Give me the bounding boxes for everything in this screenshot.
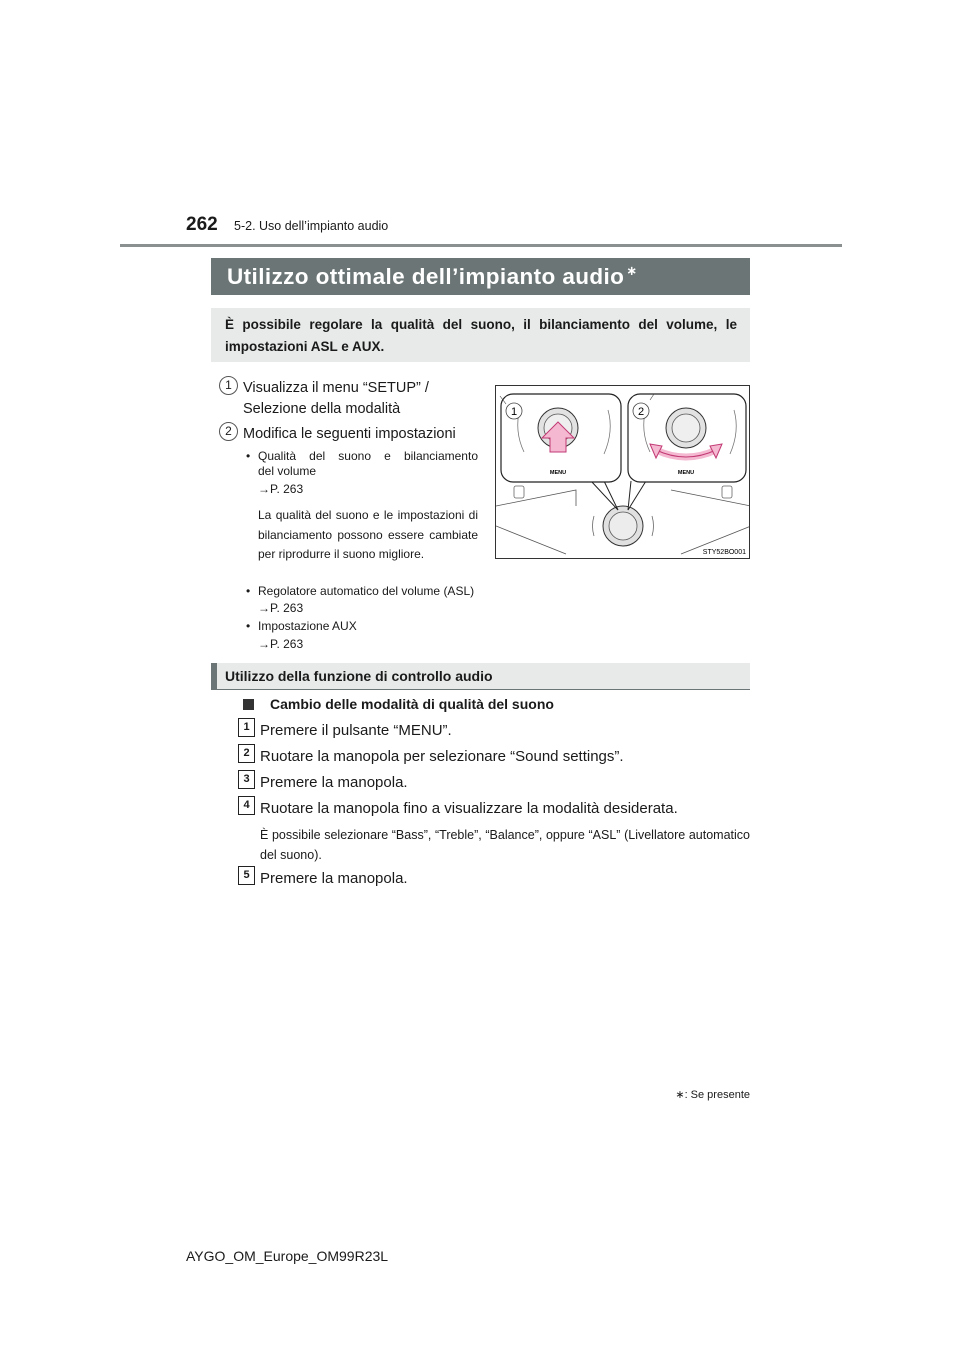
menu-label-right: MENU	[677, 470, 695, 476]
page-title	[227, 263, 638, 290]
bullet-3-ref: →P. 263	[258, 637, 304, 651]
square-bullet-icon	[243, 699, 254, 710]
step-2-text: Modifica le seguenti impostazioni	[243, 426, 456, 442]
step-number-box: 5	[238, 866, 255, 885]
bullet-dot: •	[246, 449, 251, 463]
step-number-box: 1	[238, 718, 255, 737]
footer-code: AYGO_OM_Europe_OM99R23L	[186, 1248, 389, 1264]
step-1-line-2: Selezione della modalità	[243, 401, 401, 417]
bullet-2-text: Regolatore automatico del volume (ASL)	[258, 584, 475, 598]
footnote-mark: ∗	[675, 1089, 685, 1101]
bullet-dot: •	[246, 584, 251, 598]
step-marker-2: 2	[219, 422, 238, 441]
menu-label-left: MENU	[549, 470, 567, 476]
step-4-note: È possibile selezionare “Bass”, “Treble”, “Balance”, oppure “ASL” (Livellatore automatico del suono).	[260, 828, 750, 862]
section-header	[211, 663, 750, 690]
audio-knob-figure	[495, 385, 750, 559]
bullet-1-ref: →P. 263	[258, 482, 304, 496]
page-number: 262	[186, 214, 218, 235]
subsection-title: Cambio delle modalità di qualità del suono	[270, 696, 554, 712]
instruction-step-4: Ruotare la manopola fino a visualizzare la modalità desiderata.	[260, 800, 678, 817]
title-bar	[211, 258, 750, 295]
figure-code: STY52BO001	[702, 549, 746, 556]
figure-label-1: 1	[510, 406, 518, 418]
step-1-line-1: Visualizza il menu “SETUP” /	[243, 380, 429, 396]
step-number-box: 2	[238, 744, 255, 763]
audio-knob-illustration	[496, 386, 750, 559]
instruction-step-5: Premere la manopola.	[260, 870, 408, 887]
footnote-text: : Se presente	[684, 1089, 750, 1101]
bullet-3-text: Impostazione AUX	[258, 619, 357, 633]
section-header-accent	[211, 663, 217, 689]
bullet-1-line-2: del volume	[258, 464, 317, 478]
header-rule	[120, 244, 842, 247]
page-title-text: Utilizzo ottimale dell’impianto audio	[227, 264, 625, 289]
instruction-step-2: Ruotare la manopola per selezionare “Sound settings”.	[260, 748, 624, 765]
figure-label-2: 2	[637, 406, 645, 418]
footnote	[560, 1088, 750, 1101]
step-number-box: 3	[238, 770, 255, 789]
intro-text: È possibile regolare la qualità del suono, il bilanciamento del volume, le impostazioni ASL e AUX.	[225, 317, 737, 354]
step-marker-1: 1	[219, 376, 238, 395]
bullet-1-line-1: Qualità del suono e bilanciamento	[258, 449, 478, 463]
section-label: 5-2. Uso dell’impianto audio	[234, 219, 389, 233]
intro-box	[211, 308, 750, 362]
asterisk-mark: ∗	[626, 263, 638, 278]
bullet-1-note: La qualità del suono e le impostazioni di bilanciamento possono essere cambiate per riprodurre il suono migliore.	[258, 508, 478, 561]
bullet-2-ref: →P. 263	[258, 601, 304, 615]
bullet-dot: •	[246, 619, 251, 633]
instruction-step-1: Premere il pulsante “MENU”.	[260, 722, 452, 739]
instruction-step-3: Premere la manopola.	[260, 774, 408, 791]
step-number-box: 4	[238, 796, 255, 815]
section-header-text: Utilizzo della funzione di controllo audio	[225, 668, 493, 684]
